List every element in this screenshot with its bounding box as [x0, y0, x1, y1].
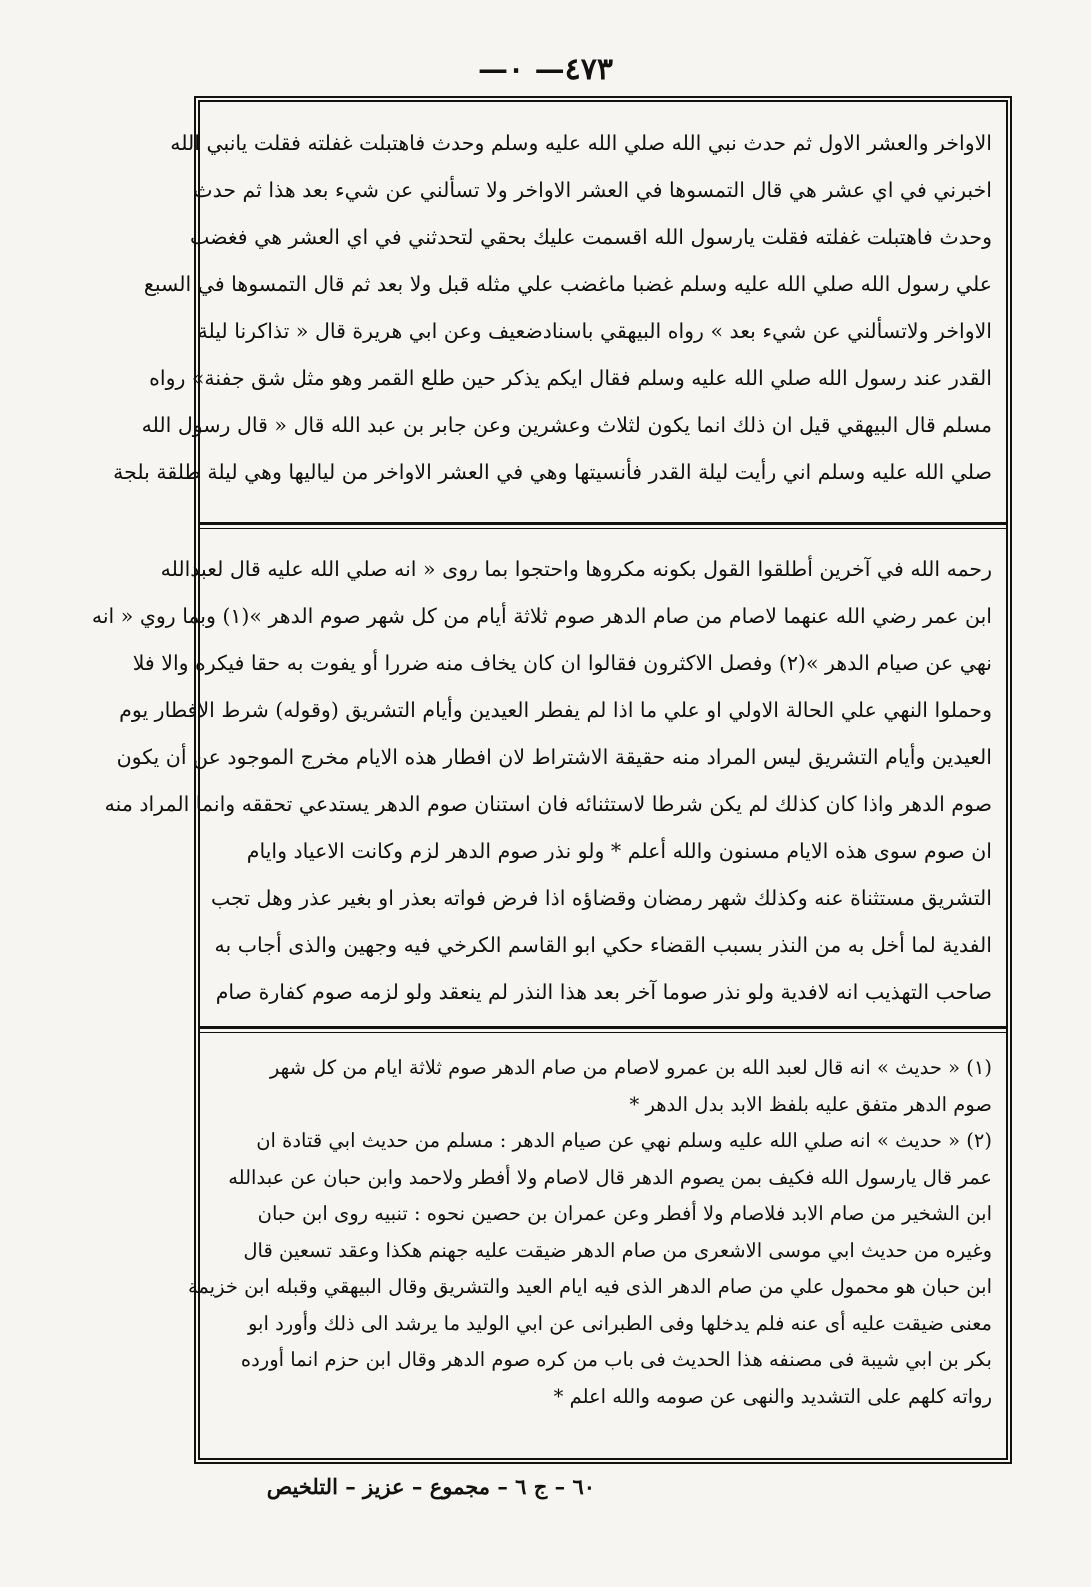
notes-text-line: (١) « حديث » انه قال لعبد الله بن عمرو لاصام من صام الدهر صوم ثلاثة ايام من كل شهر [269, 1056, 992, 1079]
notes-text-line: ابن حبان هو محمول علي من صام الدهر الذى فيه ايام العيد والتشريق وقال البيهقي وقبله ابن خزيمة [187, 1275, 992, 1298]
middle-text-line: صاحب التهذيب انه لافدية ولو نذر صوما آخر بعد هذا النذر لم ينعقد ولو لزمه صوم كفارة صام [215, 980, 992, 1004]
upper-text-line: الاواخر والعشر الاول ثم حدث نبي الله صلي الله عليه وسلم وحدث فاهتبلت غفلته فقلت يانبي الله [170, 131, 992, 155]
notes-text-line: وغيره من حديث ابي موسى الاشعرى من صام الدهر ضيقت عليه جهنم هكذا وعقد تسعين قال [243, 1238, 992, 1262]
notes-text-line: (٢) « حديث » انه صلي الله عليه وسلم نهي عن صيام الدهر : مسلم من حديث ابي قتادة ان [256, 1129, 992, 1152]
middle-text-line: ان صوم سوى هذه الايام مسنون والله أعلم * ولو نذر صوم الدهر لزم وكانت الاعياد وايام [246, 839, 992, 863]
middle-text-line: التشريق مستثناة عنه وكذلك شهر رمضان وقضاؤه اذا فرض فواته بعذر او بغير عذر وهل تجب [210, 886, 992, 910]
middle-text-line: العيدين وأيام التشريق ليس المراد منه حقيقة الاشتراط لان افطار هذه الايام مخرج الموجود عن أن يكون [116, 745, 992, 769]
upper-text-block [113, 120, 992, 496]
section-divider [200, 522, 1006, 529]
middle-text-line: صوم الدهر واذا كان كذلك لم يكن شرطا لاستثنائه فان استنان صوم الدهر يستدعي تحققه وانما المراد منه [104, 792, 992, 816]
upper-text-line: علي رسول الله صلي الله عليه وسلم غضبا ماغضب علي مثله قبل ولا بعد ثم قال التمسوها في السبع [143, 272, 992, 296]
middle-text-line: الفدية لما أخل به من النذر بسبب القضاء حكي ابو القاسم الكرخي فيه وجهين والذى أجاب به [214, 933, 992, 957]
page-frame [91, 96, 1012, 1464]
upper-text-line: اخبرني في اي عشر هي قال التمسوها في العشر الاواخر ولا تسألني عن شيء بعد هذا ثم حدث [193, 178, 992, 202]
upper-text-line: القدر عند رسول الله صلي الله عليه وسلم فقال ايكم يذكر حين طلع القمر وهو مثل شق جفنة» رواه [149, 366, 992, 390]
upper-text-line: الاواخر ولاتسألني عن شيء بعد » رواه البيهقي باسنادضعيف وعن ابي هريرة قال « تذاكرنا ليلة [197, 319, 992, 343]
upper-text-line: صلي الله عليه وسلم اني رأيت ليلة القدر فأنسيتها وهي في العشر الاواخر من لياليها وهي ليلة طلقة بلجة [113, 460, 992, 484]
notes-text-line: عمر قال يارسول الله فكيف بمن يصوم الدهر قال لاصام ولا أفطر ولاحمد وابن حبان عن عبدالله [228, 1165, 992, 1189]
middle-text-line: رحمه الله في آخرين أطلقوا القول بكونه مكروها واحتجوا بما روى « انه صلي الله عليه قال لعبدالله [160, 557, 992, 581]
notes-text-line: صوم الدهر متفق عليه بلفظ الابد بدل الدهر * [629, 1092, 992, 1116]
upper-text-line: مسلم قال البيهقي قيل ان ذلك انما يكون لثلاث وعشرين وعن جابر بن عبد الله قال « قال رسول الله [141, 413, 992, 437]
notes-text-line: رواته كلهم على التشديد والنهى عن صومه والله اعلم * [553, 1384, 992, 1408]
notes-text-line: بكر بن ابي شيبة فى مصنفه هذا الحديث فى باب من كره صوم الدهر وقال ابن حزم انما أورده [240, 1348, 992, 1371]
notes-text-line: معنى ضيقت عليه أى عنه فلم يدخلها وفى الطبرانى عن ابي الوليد ما يرشد الى ذلك وأورد ابو [247, 1311, 992, 1335]
middle-text-line: ابن عمر رضي الله عنهما لاصام من صام الدهر صوم ثلاثة أيام من كل شهر صوم الدهر »(١) وبما روي « انه [91, 604, 992, 628]
notes-text-line: ابن الشخير من صام الابد فلاصام ولا أفطر وعن عمران بن حصين نحوه : تنبيه روى ابن حبان [257, 1202, 992, 1225]
printer-signature: ٦٠ – ج ٦ – مجموع – عزيز – التلخيص [266, 1474, 595, 1499]
middle-text-line: وحملوا النهي علي الحالة الاولي او علي ما اذا لم يفطر العيدين وأيام التشريق (وقوله) شرط الافطار يوم [119, 698, 992, 722]
middle-text-line: نهي عن صيام الدهر »(٢) وفصل الاكثرون فقالوا ان كان يخاف منه ضررا أو يفوت به حقا فيكره والا فلا [132, 651, 992, 675]
page-number: —٤٧٣— ٠ [478, 52, 613, 87]
upper-text-line: وحدث فاهتبلت غفلته فقلت يارسول الله اقسمت عليك بحقي لتحدثني في اي العشر هي فغضب [190, 225, 992, 249]
footnote-divider [200, 1026, 1006, 1033]
commentary-text-block [91, 546, 992, 1016]
footnotes-block [187, 1050, 992, 1415]
